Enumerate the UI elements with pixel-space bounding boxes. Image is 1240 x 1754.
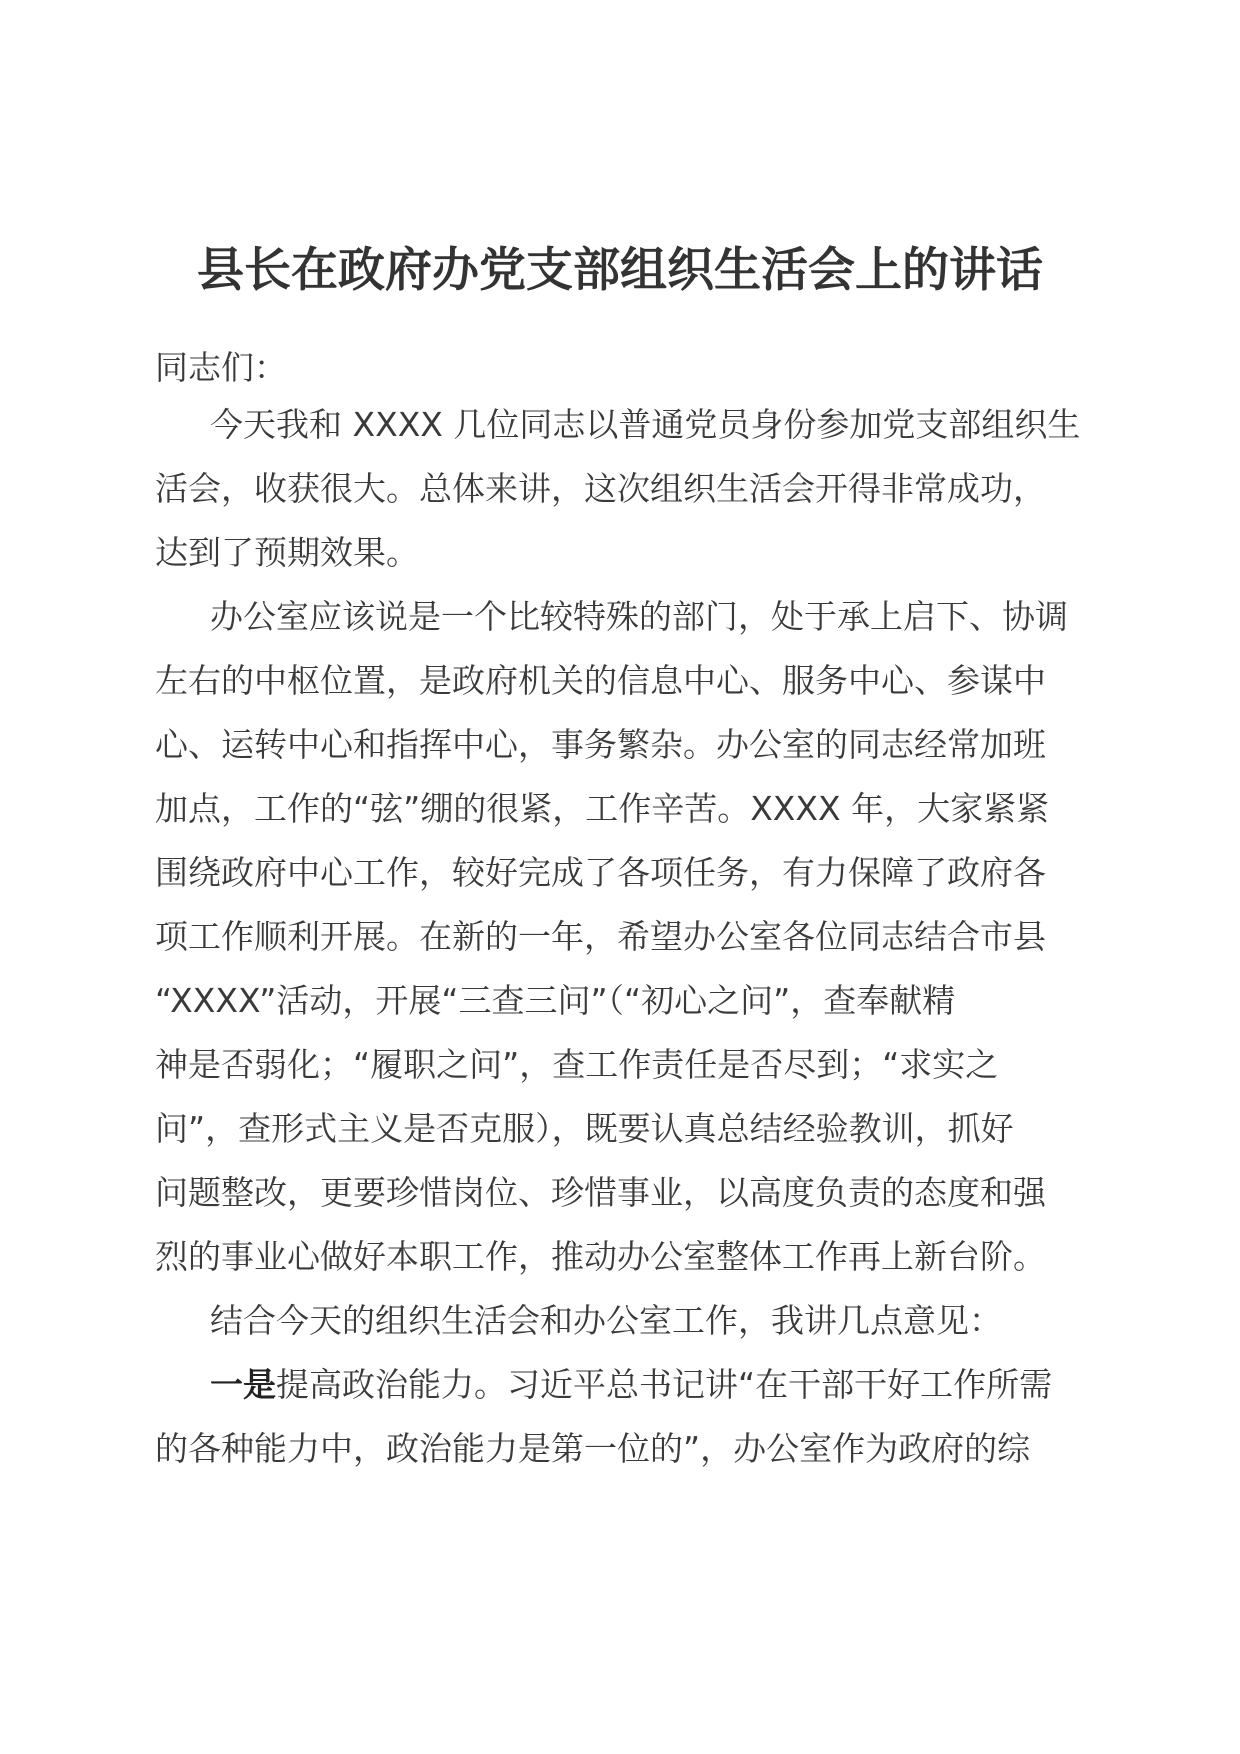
point-one-lead: 一是	[210, 1365, 276, 1404]
body-line: 神是否弱化；“履职之问”，查工作责任是否尽到；“求实之	[155, 1045, 999, 1084]
body-line: 左右的中枢位置，是政府机关的信息中心、服务中心、参谋中	[155, 661, 1046, 700]
body-line: 结合今天的组织生活会和办公室工作，我讲几点意见：	[210, 1301, 1002, 1340]
body-line: 烈的事业心做好本职工作，推动办公室整体工作再上新台阶。	[155, 1237, 1046, 1276]
body-line: 办公室应该说是一个比较特殊的部门，处于承上启下、协调	[210, 597, 1068, 636]
body-line: 心、运转中心和指挥中心，事务繁杂。办公室的同志经常加班	[155, 725, 1046, 764]
document-title: 县长在政府办党支部组织生活会上的讲话	[197, 243, 1043, 298]
point-one-text: 提高政治能力。习近平总书记讲“在干部干好工作所需	[276, 1365, 1053, 1404]
body-line: 加点，工作的“弦”绷的很紧，工作辛苦。XXXX 年，大家紧紧	[155, 789, 1050, 828]
body-line: “XXXX”活动，开展“三查三问”（“初心之问”，查奉献精	[155, 981, 956, 1020]
body-line: 活会，收获很大。总体来讲，这次组织生活会开得非常成功，	[155, 469, 1046, 508]
point-one-line	[210, 1361, 1150, 1409]
body-line: 今天我和 XXXX 几位同志以普通党员身份参加党支部组织生	[210, 405, 1081, 444]
body-line: 问”，查形式主义是否克服），既要认真总结经验教训，抓好	[155, 1109, 1014, 1148]
body-line: 围绕政府中心工作，较好完成了各项任务，有力保障了政府各	[155, 853, 1046, 892]
body-line: 的各种能力中，政治能力是第一位的”，办公室作为政府的综	[155, 1429, 1031, 1468]
body-line: 项工作顺利开展。在新的一年，希望办公室各位同志结合市县	[155, 917, 1046, 956]
body-line: 达到了预期效果。	[155, 533, 419, 572]
salutation: 同志们：	[155, 348, 287, 387]
body-line: 问题整改，更要珍惜岗位、珍惜事业，以高度负责的态度和强	[155, 1173, 1046, 1212]
